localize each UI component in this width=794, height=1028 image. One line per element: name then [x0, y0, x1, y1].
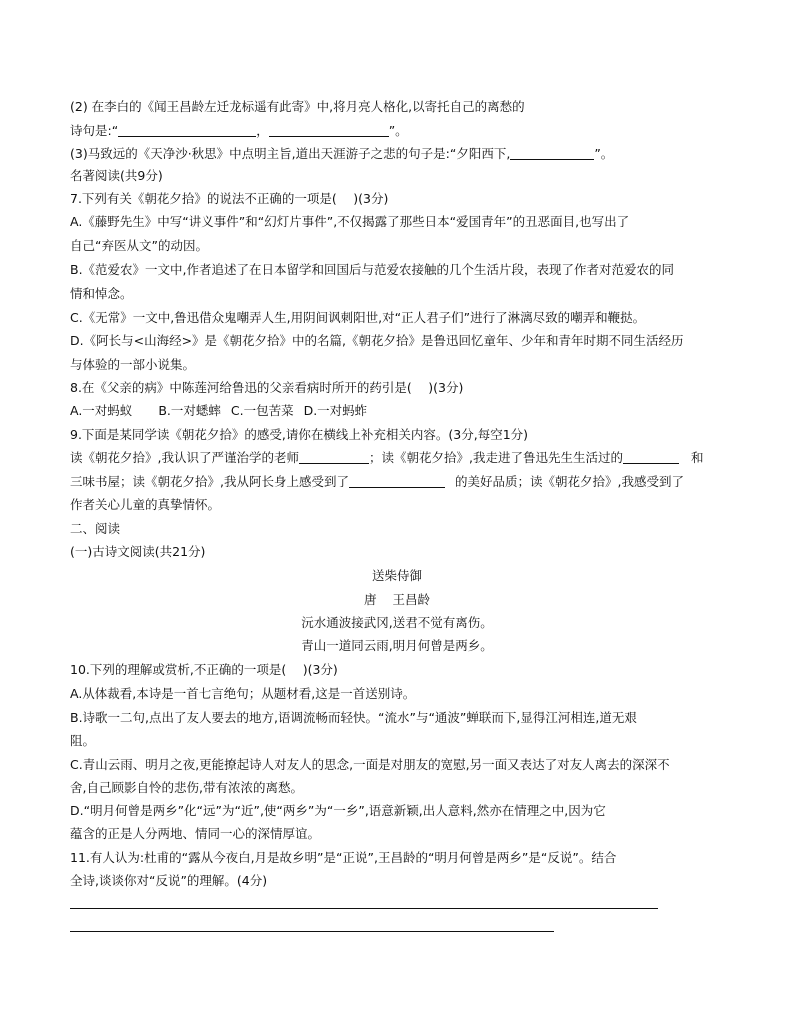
q8-option-d: D.一对蚂蚱 [303, 403, 368, 418]
q10-option-b-line2: 阻。 [70, 733, 96, 748]
q9-line2-part-a: 三味书屋；读《朝花夕拾》,我从阿长身上感受到了 [70, 474, 349, 489]
q9-answer-blank-2[interactable] [623, 451, 679, 464]
q2-prefix: 诗句是:“ [70, 123, 119, 138]
q3-prefix: (3)马致远的《天净沙·秋思》中点明主旨,道出天涯游子之悲的句子是:“夕阳西下, [70, 146, 511, 161]
q10-stem: 10.下列的理解或赏析,不正确的一项是( )(3分) [70, 662, 338, 677]
poem-byline [0, 592, 794, 608]
q7-option-d-line1: D.《阿长与<山海经>》是《朝花夕拾》中的名篇,《朝花夕拾》是鲁迅回忆童年、少年和青年时期不同生活经历 [70, 333, 684, 348]
q8-option-c: C.一包苦菜 [230, 403, 294, 418]
q9-line1-part-b: ；读《朝花夕拾》,我走进了鲁迅先生生活过的 [368, 450, 623, 465]
q7-option-d-line2: 与体验的一部小说集。 [70, 357, 196, 372]
q8-options [70, 403, 367, 419]
q9-line1-part-a: 读《朝花夕拾》,我认识了严谨治学的老师 [70, 450, 299, 465]
q9-line2 [70, 474, 684, 490]
q7-option-c-line1: C.《无常》一文中,鲁迅借众鬼嘲弄人生,用阴间讽刺阳世,对“正人君子们”进行了淋漓尽致的嘲弄和鞭挞。 [70, 310, 646, 325]
poem-dynasty: 唐 [363, 592, 377, 607]
q11-line1: 11.有人认为:杜甫的“露从今夜白,月是故乡明”是“正说”,王昌龄的“明月何曾是两乡”是“反说”。结合 [70, 850, 617, 865]
q7-option-a-line2: 自己“弃医从文”的动因。 [70, 238, 208, 253]
q7-option-a-line1: A.《藤野先生》中写“讲义事件”和“幻灯片事件”,不仅揭露了那些日本“爱国青年”的丑恶面目,也写出了 [70, 214, 630, 229]
q2-answer-blank-1[interactable] [118, 124, 256, 137]
q3-answer-blank[interactable] [510, 147, 594, 160]
section-poem-heading: (一)古诗文阅读(共21分) [70, 544, 206, 559]
poem-author: 王昌龄 [392, 592, 431, 607]
q7-option-b-line2: 情和悼念。 [70, 286, 133, 301]
section-two-heading: 二、阅读 [70, 521, 121, 536]
q9-answer-blank-1[interactable] [299, 451, 369, 464]
section-classics-heading: 名著阅读(共9分) [70, 168, 163, 183]
q11-answer-line-1[interactable] [70, 908, 658, 909]
q9-line2-part-b: 的美好品质；读《朝花夕拾》,我感受到了 [454, 474, 684, 489]
q8-option-b: B.一对蟋蟀 [158, 403, 221, 418]
q10-option-a-line1: A.从体裁看,本诗是一首七言绝句；从题材看,这是一首送别诗。 [70, 686, 416, 701]
poem-title: 送柴侍御 [371, 568, 422, 583]
poem-line-2: 青山一道同云雨,明月何曾是两乡。 [301, 638, 493, 653]
q9-stem: 9.下面是某同学读《朝花夕拾》的感受,请你在横线上补充相关内容。(3分,每空1分) [70, 427, 529, 442]
q9-answer-blank-3[interactable] [349, 475, 445, 488]
q8-option-a: A.一对蚂蚁 [70, 403, 133, 418]
q2-line1: (2) 在李白的《闻王昌龄左迁龙标遥有此寄》中,将月亮人格化,以寄托自己的离愁的 [70, 99, 525, 114]
q9-line1 [70, 450, 703, 466]
q10-option-c-line1: C.青山云雨、明月之夜,更能撩起诗人对友人的思念,一面是对朋友的宽慰,另一面又表达了对友人离去的深深不 [70, 757, 670, 772]
q11-line2: 全诗,谈谈你对“反说”的理解。(4分) [70, 873, 268, 888]
q2-line2 [70, 123, 408, 139]
q10-option-b-line1: B.诗歌一二句,点出了友人要去的地方,语调流畅而轻快。“流水”与“通波”蝉联而下,显得江河相连,道无艰 [70, 710, 637, 725]
q9-line1-part-c: 和 [690, 450, 704, 465]
q2-separator: ， [256, 123, 269, 138]
q3-suffix: ”。 [594, 146, 614, 161]
q2-answer-blank-2[interactable] [269, 124, 389, 137]
q10-option-c-line2: 舍,自己顾影自怜的悲伤,带有浓浓的离愁。 [70, 780, 303, 795]
q7-stem: 7.下列有关《朝花夕拾》的说法不正确的一项是( )(3分) [70, 191, 389, 206]
q8-stem: 8.在《父亲的病》中陈莲河给鲁迅的父亲看病时所开的药引是( )(3分) [70, 380, 464, 395]
q10-option-d-line1: D.“明月何曾是两乡”化“远”为“近”,使“两乡”为“一乡”,语意新颖,出人意料,然亦在情理之中,因为它 [70, 803, 606, 818]
q10-option-d-line2: 蕴含的正是人分两地、情同一心的深情厚谊。 [70, 826, 321, 841]
poem-line-1: 沅水通波接武冈,送君不觉有离伤。 [301, 615, 493, 630]
q2-suffix: ”。 [388, 123, 408, 138]
q9-line3: 作者关心儿童的真挚情怀。 [70, 497, 221, 512]
q7-option-b-line1: B.《范爱农》一文中,作者追述了在日本留学和回国后与范爱农接触的几个生活片段，表现了作者对范爱农的同 [70, 262, 675, 277]
q3-line [70, 146, 613, 162]
q11-answer-line-2[interactable] [70, 931, 554, 932]
